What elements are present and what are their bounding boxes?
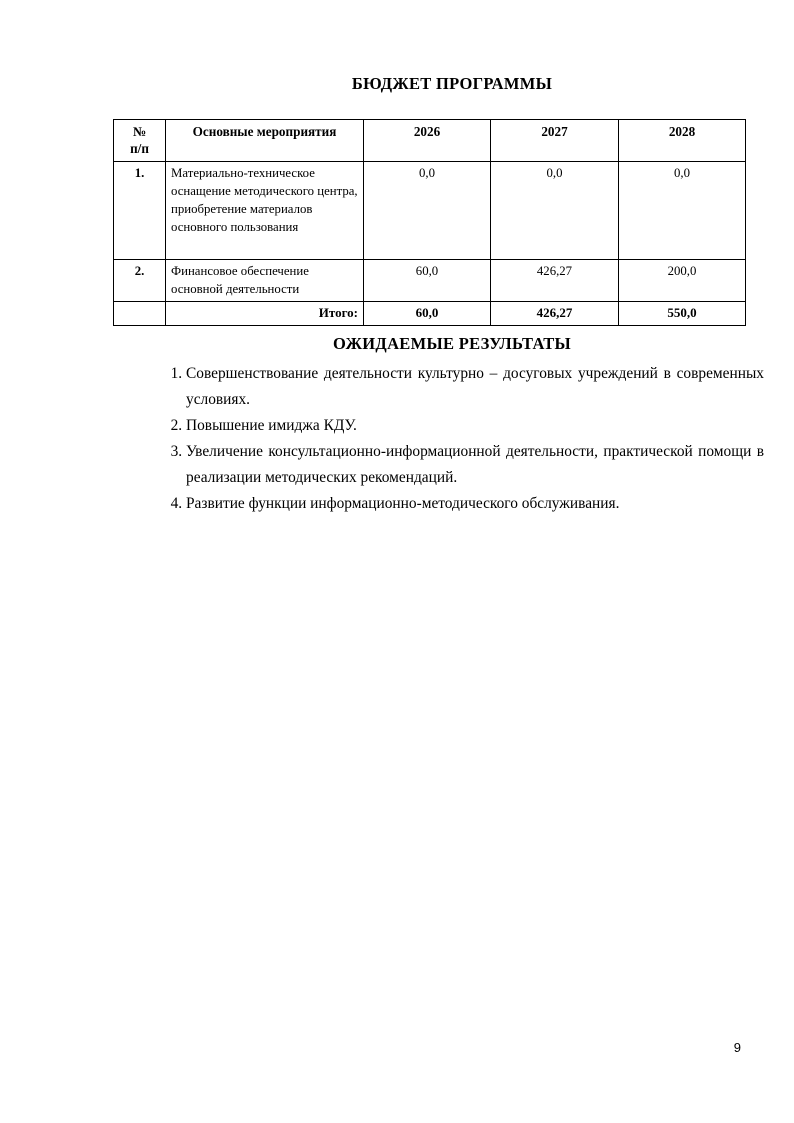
list-item bbox=[186, 439, 764, 491]
list-item-text: 1. Совершенствование деятельности культурно – досуговых учреждений в современных условиях. bbox=[186, 365, 764, 408]
results-section-heading: ОЖИДАЕМЫЕ РЕЗУЛЬТАТЫ bbox=[332, 334, 572, 353]
column-header-2028: 2028 bbox=[619, 120, 746, 162]
total-row-number-cell bbox=[114, 302, 166, 326]
column-header-number-line2: п/п bbox=[130, 141, 149, 156]
row-value-2027: 0,0 bbox=[491, 162, 619, 260]
column-header-activity: Основные мероприятия bbox=[166, 120, 364, 162]
row-value-2028: 200,0 bbox=[619, 260, 746, 302]
row-activity: Финансовое обеспечение основной деятельности bbox=[166, 260, 364, 302]
list-item bbox=[186, 491, 764, 517]
table-row bbox=[114, 260, 746, 302]
list-item bbox=[186, 361, 764, 413]
total-value-2026: 60,0 bbox=[364, 302, 491, 326]
list-item-text: 4. Развитие функции информационно-методического обслуживания. bbox=[186, 495, 620, 512]
list-item-text: 3. Увеличение консультационно-информационной деятельности, практической помощи в реализации методических рекомендаций. bbox=[186, 443, 764, 486]
budget-table bbox=[113, 119, 746, 326]
budget-table-head bbox=[114, 120, 746, 162]
column-header-2027: 2027 bbox=[491, 120, 619, 162]
column-header-2026: 2026 bbox=[364, 120, 491, 162]
table-header-row bbox=[114, 120, 746, 162]
page-number: 9 bbox=[733, 1040, 741, 1055]
total-value-2027: 426,27 bbox=[491, 302, 619, 326]
row-value-2026: 0,0 bbox=[364, 162, 491, 260]
budget-table-container bbox=[113, 119, 745, 326]
budget-section-heading: БЮДЖЕТ ПРОГРАММЫ bbox=[351, 74, 553, 93]
total-row-label: Итого: bbox=[166, 302, 364, 326]
row-value-2026: 60,0 bbox=[364, 260, 491, 302]
row-value-2027: 426,27 bbox=[491, 260, 619, 302]
row-number: 1. bbox=[114, 162, 166, 260]
column-header-number bbox=[114, 120, 166, 162]
row-activity: Материально-техническое оснащение методического центра, приобретение материалов основного пользования bbox=[166, 162, 364, 260]
list-item-text: 2. Повышение имиджа КДУ. bbox=[186, 417, 357, 434]
expected-results-list bbox=[163, 361, 764, 517]
row-value-2028: 0,0 bbox=[619, 162, 746, 260]
row-number: 2. bbox=[114, 260, 166, 302]
table-total-row bbox=[114, 302, 746, 326]
list-item bbox=[186, 413, 764, 439]
budget-table-body bbox=[114, 162, 746, 326]
table-row bbox=[114, 162, 746, 260]
column-header-number-line1: № bbox=[132, 124, 147, 139]
total-value-2028: 550,0 bbox=[619, 302, 746, 326]
